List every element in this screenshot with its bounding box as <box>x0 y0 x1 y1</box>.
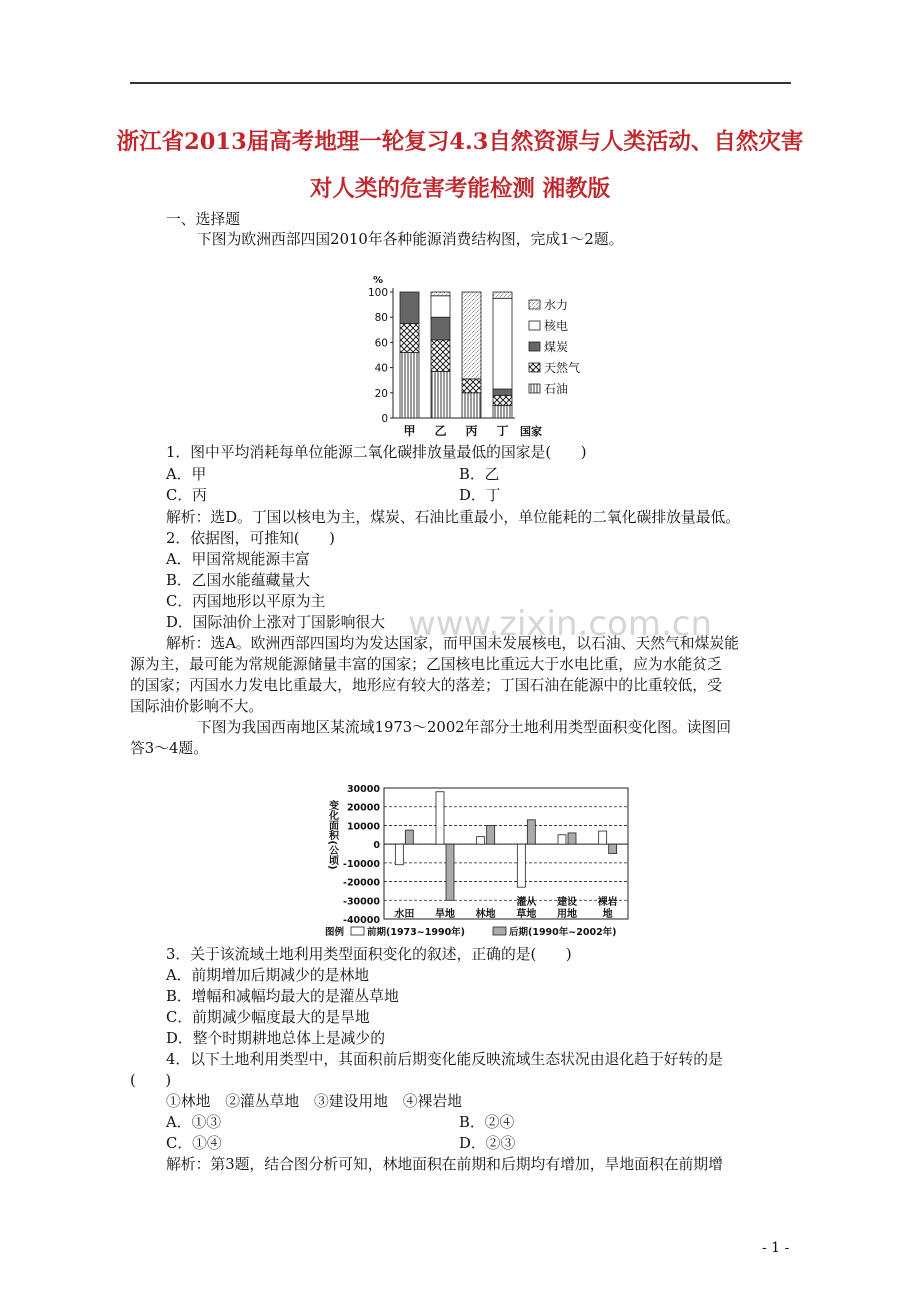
energy-structure-chart <box>365 268 595 444</box>
legend-swatch <box>529 363 540 372</box>
legend-label: 核电 <box>544 319 569 333</box>
plot-frame <box>384 788 628 919</box>
legend-label: 后期(1990年~2002年) <box>509 927 617 938</box>
legend-label: 前期(1973~1990年) <box>367 927 466 938</box>
x-category-label: 用地 <box>557 909 577 920</box>
legend-label: 煤炭 <box>544 340 569 354</box>
x-category-label: 裸岩 <box>597 897 618 908</box>
y-tick-label: -30000 <box>343 896 380 908</box>
bar-segment <box>462 379 481 393</box>
bar-segment <box>431 317 450 340</box>
y-axis-label: 变化面积(公顷) <box>326 800 338 870</box>
legend-swatch <box>529 300 540 309</box>
bar-segment <box>431 296 450 317</box>
bar <box>405 830 413 844</box>
y-tick-label: 40 <box>374 362 388 375</box>
bar-segment <box>400 292 419 324</box>
x-category-label: 草地 <box>516 909 537 920</box>
q1-option-d: D．丁 <box>459 487 501 504</box>
q2-answer-line3: 的国家；丙国水力发电比重最大，地形应有较大的落差；丁国石油在能源中的比重较低，受 <box>130 677 722 694</box>
legend-label: 水力 <box>544 298 569 312</box>
x-axis-label: 国家 <box>520 425 542 438</box>
x-category-label: 林地 <box>475 909 496 920</box>
bar-segment <box>493 389 512 395</box>
land-use-change-chart <box>323 780 635 942</box>
legend-swatch <box>493 927 506 935</box>
legend-swatch <box>351 927 364 935</box>
page-number: - 1 - <box>762 1240 790 1256</box>
q4-option-a: A．①③ <box>166 1114 222 1131</box>
page-title-line2: 对人类的危害考能检测 湘教版 <box>309 176 611 202</box>
legend-swatch <box>529 342 540 351</box>
bar-segment <box>400 352 419 418</box>
bar <box>568 833 576 844</box>
watermark: www.zixin.com.cn <box>408 604 712 644</box>
y-tick-label: -40000 <box>343 915 380 926</box>
bar <box>477 837 485 844</box>
q1-answer: 解析：选D。丁国以核电为主，煤炭、石油比重最小，单位能耗的二氧化碳排放量最低。 <box>166 509 741 526</box>
x-category-label: 建设 <box>557 897 577 908</box>
bar-segment <box>431 340 450 372</box>
q2-answer-line1: 解析：选A。欧洲西部四国均为发达国家，而甲国未发展核电，以石油、天然气和煤炭能 <box>166 635 739 652</box>
q4-items: ①林地 ②灌丛草地 ③建设用地 ④裸岩地 <box>166 1093 462 1110</box>
bar <box>609 844 617 853</box>
x-category-label: 丙 <box>465 424 478 438</box>
legend-swatch <box>529 321 540 330</box>
x-category-label: 丁 <box>496 424 509 438</box>
bar <box>436 792 444 844</box>
bar-segment <box>493 395 512 405</box>
q4-option-d: D．②③ <box>459 1135 516 1152</box>
bar-segment <box>431 371 450 418</box>
bar <box>395 844 403 865</box>
q4-option-b: B．②④ <box>459 1114 515 1131</box>
bar <box>599 831 607 844</box>
y-tick-label: 20000 <box>346 802 380 814</box>
x-category-label: 灌从 <box>516 897 537 908</box>
section-heading: 一、选择题 <box>166 211 240 228</box>
bar-segment <box>493 405 512 418</box>
intro-1: 下图为欧洲西部四国2010年各种能源消费结构图，完成1～2题。 <box>197 231 624 248</box>
bar <box>446 844 454 900</box>
q2-option-c: C．丙国地形以平原为主 <box>166 593 326 610</box>
x-category-label: 地 <box>602 909 613 920</box>
bar <box>558 835 566 844</box>
y-tick-label: 30000 <box>346 784 380 795</box>
q3-option-b: B．增幅和减幅均最大的是灌丛草地 <box>166 988 399 1005</box>
bar <box>517 844 525 887</box>
x-category-label: 乙 <box>434 424 447 438</box>
q2-answer-line4: 国际油价影响不大。 <box>130 698 264 715</box>
intro-2-line1: 下图为我国西南地区某流域1973～2002年部分土地利用类型面积变化图。读图回 <box>197 719 732 736</box>
y-tick-label: 10000 <box>346 821 380 833</box>
question-2: 2．依据图，可推知( ) <box>166 530 335 547</box>
question-4-line1: 4．以下土地利用类型中，其面积前后期变化能反映流域生态状况由退化趋于好转的是 <box>166 1051 723 1068</box>
page-title-line1: 浙江省2013届高考地理一轮复习4.3自然资源与人类活动、自然灾害 <box>116 129 804 155</box>
bar-segment <box>493 298 512 389</box>
question-4-line2: ( ) <box>130 1072 172 1089</box>
q4-option-c: C．①④ <box>166 1135 222 1152</box>
question-1: 1．图中平均消耗每单位能源二氧化碳排放量最低的国家是( ) <box>166 444 587 461</box>
q2-option-b: B．乙国水能蕴藏量大 <box>166 572 311 589</box>
x-category-label: 水田 <box>394 909 415 920</box>
q3-option-a: A．前期增加后期减少的是林地 <box>166 967 370 984</box>
bar-segment <box>400 324 419 353</box>
bar <box>487 825 495 844</box>
bar <box>527 820 535 844</box>
y-tick-label: 80 <box>374 312 388 325</box>
y-tick-label: -10000 <box>343 858 380 870</box>
bar-segment <box>462 292 481 379</box>
legend-label: 天然气 <box>544 361 581 375</box>
legend-swatch <box>529 384 540 393</box>
y-tick-label: 20 <box>374 387 388 400</box>
intro-2-line2: 答3～4题。 <box>130 740 209 757</box>
legend-label: 石油 <box>544 382 569 396</box>
y-tick-label: 60 <box>374 337 388 350</box>
bar-segment <box>462 393 481 418</box>
header-rule <box>130 82 791 84</box>
x-category-label: 甲 <box>403 424 416 438</box>
y-tick-label: 0 <box>381 413 388 425</box>
question-3: 3．关于该流域土地利用类型面积变化的叙述，正确的是( ) <box>166 946 572 963</box>
bar-segment <box>493 292 512 298</box>
q1-option-c: C．丙 <box>166 487 207 504</box>
x-category-label: 旱地 <box>435 909 455 920</box>
y-tick-label: -20000 <box>343 877 380 889</box>
y-tick-label: 100 <box>367 287 388 299</box>
y-tick-label: 0 <box>373 840 380 852</box>
q4-answer: 解析：第3题，结合图分析可知，林地面积在前期和后期均有增加，旱地面积在前期增 <box>166 1156 723 1173</box>
q3-option-d: D．整个时期耕地总体上是减少的 <box>166 1030 386 1047</box>
q2-option-d: D．国际油价上涨对丁国影响很大 <box>166 614 386 631</box>
q2-option-a: A．甲国常规能源丰富 <box>166 551 310 568</box>
q3-option-c: C．前期减少幅度最大的是旱地 <box>166 1009 370 1026</box>
y-axis-unit: % <box>373 275 384 286</box>
q2-answer-line2: 源为主，最可能为常规能源储量丰富的国家；乙国核电比重远大于水电比重，应为水能贫乏 <box>130 656 722 673</box>
q1-option-b: B．乙 <box>459 466 500 483</box>
q1-option-a: A．甲 <box>166 466 207 483</box>
legend-title: 图例 <box>325 927 345 938</box>
bar-segment <box>431 292 450 296</box>
